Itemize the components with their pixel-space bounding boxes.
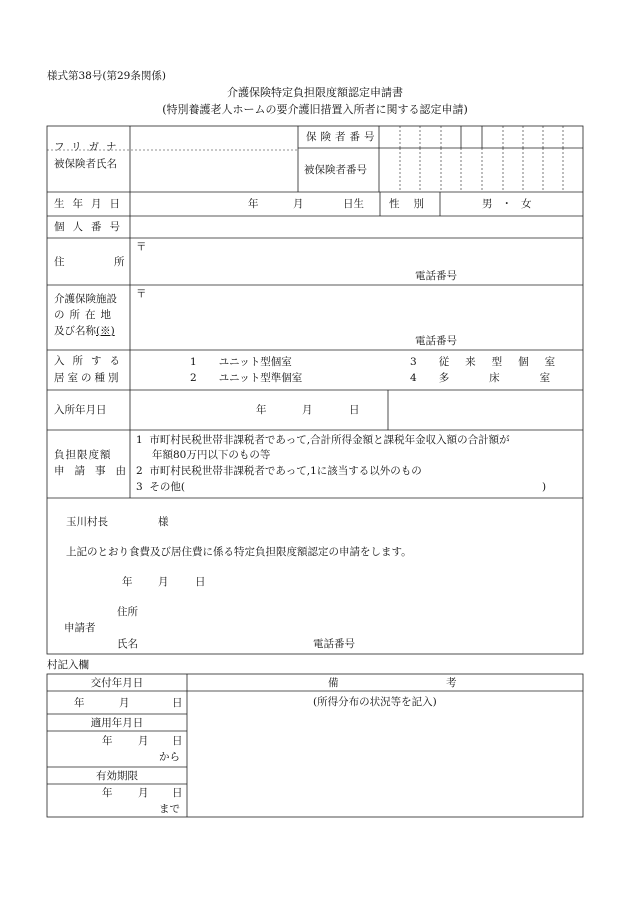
- remarks-field[interactable]: [188, 712, 582, 816]
- sex-label: 性別: [389, 198, 438, 210]
- issue-day-unit: 日: [172, 697, 183, 709]
- room-option-3[interactable]: 3 従来型個室: [410, 356, 572, 368]
- reason-item-1-cont: 年額80万円以下のもの等: [152, 449, 271, 461]
- applicant-label: 申請者: [64, 622, 96, 634]
- reason-item-2[interactable]: 2 市町村民税世帯非課税者であって,1に該当する以外のもの: [136, 465, 422, 477]
- address-label-2: 所: [114, 256, 125, 268]
- valid-day-unit: 日: [172, 787, 183, 799]
- sex-options[interactable]: 男・女: [482, 198, 541, 210]
- room-option-2[interactable]: 2 ユニット型準個室: [190, 372, 303, 384]
- insurer-number-field[interactable]: [380, 127, 582, 147]
- admission-date-label: 入所年月日: [54, 404, 107, 416]
- address-phone-label: 電話番号: [415, 270, 457, 282]
- addressee: 玉川村長: [66, 516, 108, 528]
- reason-item-3[interactable]: 3 その他(: [136, 481, 185, 493]
- valid-period-label: 有効期限: [96, 770, 138, 782]
- facility-label-note: (※): [96, 325, 115, 337]
- address-label-1: 住: [54, 256, 65, 268]
- reason-item-1[interactable]: 1 市町村民税世帯非課税者であって,合計所得金額と課税年金収入額の合計額が: [136, 434, 510, 446]
- individual-number-label: 個人番号: [54, 221, 128, 233]
- until-label: まで: [159, 803, 180, 815]
- applicant-name-label: 氏名: [117, 638, 138, 650]
- admission-month-unit: 月: [302, 404, 313, 416]
- honorific: 様: [158, 516, 169, 528]
- admission-extra-field[interactable]: [389, 391, 582, 429]
- reason-label-line1: 負担限度額: [54, 449, 112, 461]
- room-type-label-line2: 居室の種別: [54, 372, 122, 384]
- facility-label-line2: の所在地: [54, 309, 116, 321]
- applicable-month-unit: 月: [138, 735, 149, 747]
- issue-date-label: 交付年月日: [90, 677, 144, 689]
- facility-label-line3: 及び名称(※): [54, 325, 115, 337]
- remarks-note: (所得分布の状況等を記入): [313, 696, 437, 708]
- applicant-address-label: 住所: [117, 606, 138, 618]
- admission-year-unit: 年: [256, 404, 267, 416]
- remarks-label-2: 考: [446, 677, 457, 689]
- form-title: 介護保険特定負担限度額認定申請書: [227, 86, 403, 99]
- facility-phone-label: 電話番号: [415, 335, 457, 347]
- birth-day-unit: 日生: [343, 198, 364, 210]
- birth-month-unit: 月: [293, 198, 304, 210]
- room-option-1[interactable]: 1 ユニット型個室: [190, 356, 292, 368]
- valid-year-unit: 年: [102, 787, 113, 799]
- birth-date-label: 生年月日: [54, 198, 128, 210]
- valid-month-unit: 月: [138, 787, 149, 799]
- facility-field[interactable]: [150, 287, 570, 331]
- from-label: から: [159, 751, 180, 763]
- furigana-field[interactable]: [131, 127, 297, 149]
- admission-day-unit: 日: [349, 404, 360, 416]
- village-section-title: 村記入欄: [47, 659, 89, 671]
- individual-number-field[interactable]: [131, 217, 582, 237]
- furigana-label: フリガナ: [54, 141, 124, 153]
- insurer-number-label: 保険者番号: [306, 131, 379, 143]
- insured-name-field[interactable]: [131, 151, 297, 191]
- applicable-day-unit: 日: [172, 735, 183, 747]
- declaration-year-unit: 年: [122, 576, 133, 588]
- facility-postal-mark: 〒: [136, 288, 147, 300]
- form-subtitle: (特別養護老人ホームの要介護旧措置入所者に関する認定申請): [162, 103, 468, 116]
- applicant-address-field[interactable]: [150, 604, 570, 618]
- declaration-day-unit: 日: [195, 576, 206, 588]
- room-type-label-line1: 入所する: [54, 355, 128, 367]
- form-number: 様式第38号(第29条関係): [47, 70, 166, 82]
- insured-number-field[interactable]: [380, 149, 582, 191]
- insured-name-label: 被保険者氏名: [54, 158, 117, 170]
- birth-year-unit: 年: [248, 198, 259, 210]
- issue-month-unit: 月: [119, 697, 130, 709]
- reason-close-paren: ): [542, 481, 547, 493]
- issue-year-unit: 年: [74, 697, 85, 709]
- applicant-phone-label: 電話番号: [313, 638, 355, 650]
- facility-label-line1: 介護保険施設: [54, 293, 117, 305]
- insured-number-label: 被保険者番号: [304, 164, 367, 176]
- declaration-month-unit: 月: [158, 576, 169, 588]
- address-field[interactable]: [150, 240, 570, 268]
- room-option-4[interactable]: 4 多床室: [410, 372, 591, 384]
- remarks-label-1: 備: [328, 677, 339, 689]
- applicable-year-unit: 年: [102, 735, 113, 747]
- address-postal-mark: 〒: [136, 241, 147, 253]
- reason-label-line2: 申請事由: [54, 465, 136, 477]
- declaration-statement: 上記のとおり食費及び居住費に係る特定負担限度額認定の申請をします。: [66, 546, 412, 558]
- applicable-date-label: 適用年月日: [90, 717, 144, 729]
- applicant-name-field[interactable]: [150, 636, 300, 650]
